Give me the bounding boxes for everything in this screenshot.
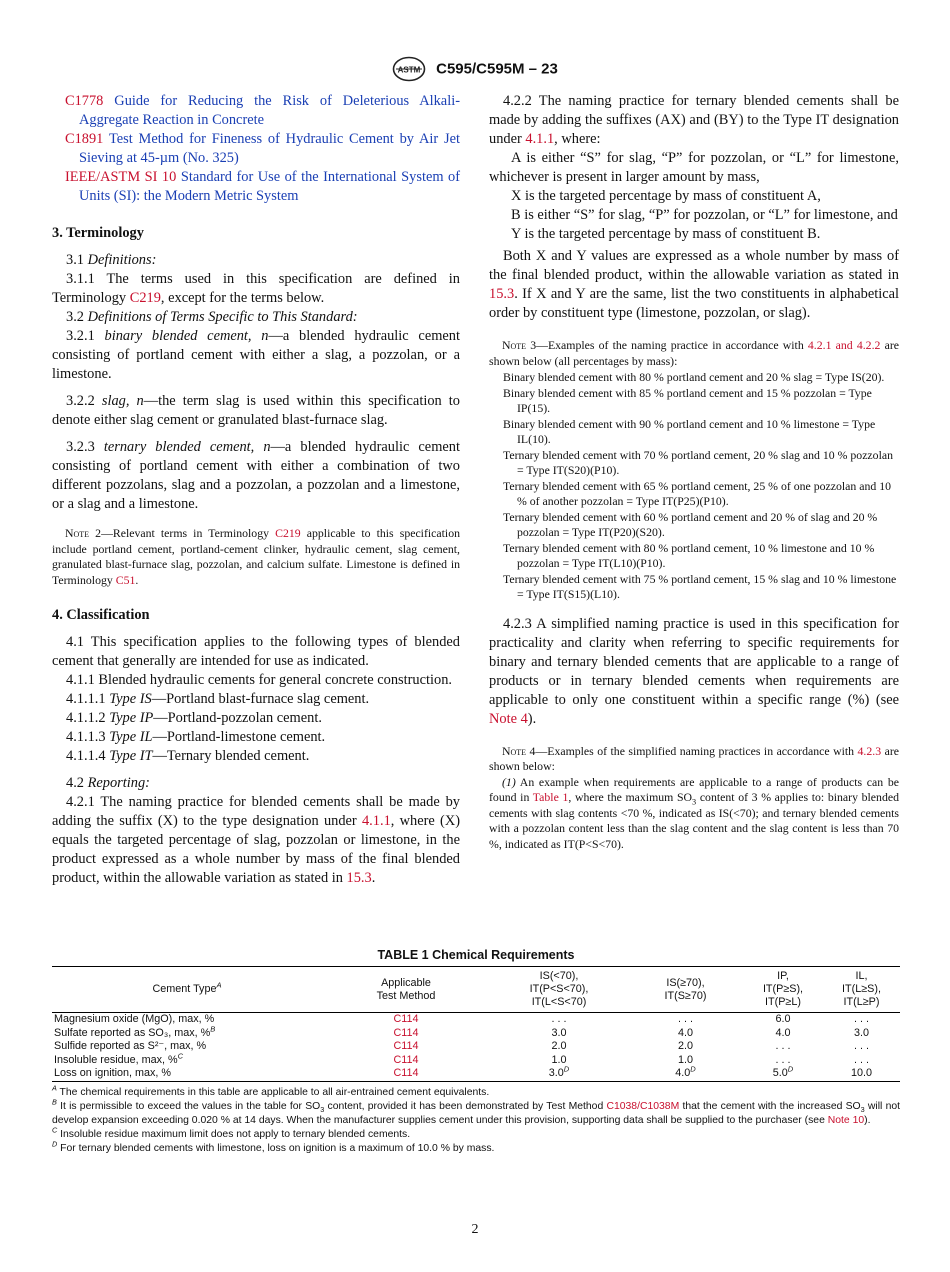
- para-4-2-2: 4.2.2 The naming practice for ternary blended cements shall be made by adding the suffixes (AX) and (BY) to the Type IT designation under 4.1.1, where:: [489, 93, 899, 147]
- definition-b: B is either “S” for slag, “P” for pozzolan, or “L” for limestone, and: [511, 207, 898, 223]
- para-4-1-1: 4.1.1 Blended hydraulic cements for general concrete construction.: [66, 672, 453, 688]
- para-3-2: 3.2 Definitions of Terms Specific to This Standard:: [66, 309, 358, 325]
- section-heading-terminology: 3. Terminology: [52, 225, 144, 241]
- table-row: [52, 1054, 900, 1068]
- cell-value: 3.0: [853, 1026, 869, 1039]
- col-header-test-method: Applicable Test Method: [322, 967, 490, 1013]
- type-item: 4.1.1.3 Type IL—Portland-limestone cement.: [66, 729, 326, 745]
- link-c114[interactable]: C114: [393, 1067, 419, 1079]
- col-header-cement-type: Cement Type$^A$: [52, 967, 322, 1013]
- para-4-2-1: 4.2.1 The naming practice for blended cements shall be made by adding the suffix (X) to the type designation under 4.1.1, where (X) equals the targeted percentage of slag, pozzolan or limestone, in the product expressed as a whole number by mass of the final blended product, within the allowable variation as stated in 15.3.: [52, 794, 460, 886]
- cell-value: 1.0: [551, 1053, 567, 1066]
- footnote-b: $^B$ It is permissible to exceed the values in the table for $SO_3$ content, provided it has been demonstrated by Test Method C1038/C1038M that the cement with the increased $SO_3$ will not develop expansion exceeding 0.020 % at 14 days. When the manufacturer supplies cement under this provision, supporting data shall be supplied to the purchaser (see Note 10).: [52, 1097, 901, 1126]
- table-caption: TABLE 1 Chemical Requirements: [377, 948, 575, 962]
- cell-value: 3.0: [551, 1026, 567, 1039]
- para-3-2-2: 3.2.2 slag, n—the term slag is used within this specification to denote either slag cement or granulated blast-furnace slag.: [52, 393, 460, 428]
- cell-value: . . .: [854, 1013, 869, 1025]
- table-row: [52, 1067, 900, 1081]
- ref-title: Test Method for Fineness of Hydraulic Cement by Air Jet Sieving at 45-µm (No. 325): [79, 131, 460, 166]
- note-2: Note 2—Relevant terms in Terminology C219 applicable to this specification include portland cement, portland-cement clinker, hydraulic cement, slag cement, granulated blast-furnace slag, pozzolan, and calcium sulfate. Limestone is defined in Terminology C51.: [52, 526, 460, 587]
- example-item: Ternary blended cement with 75 % portland cement, 15 % slag and 10 % limestone = Type IT(S15)(L10).: [503, 571, 897, 601]
- col-header-il: IL, IT(L≥S), IT(L≥P): [823, 967, 900, 1013]
- note-4-item-1: (1) An example when requirements are applicable to a range of products can be found in Table 1, where the maximum $SO_3$ content of 3 % applies to: binary blended cements with slag contents <70 %, indicated as IS(<70); and ternary blended cements with a pozzolan content less than the slag content and the slag content is less than 70 %, indicated as IT(P<S<70).: [489, 774, 899, 851]
- note-3: Note 3—Examples of the naming practice in accordance with 4.2.1 and 4.2.2 are shown below (all percentages by mass):: [489, 338, 899, 368]
- definition-a: A is either “S” for slag, “P” for pozzolan, or “L” for limestone, whichever is present in larger amount by mass,: [489, 150, 899, 185]
- link-c51[interactable]: C51: [115, 572, 136, 587]
- example-item: Ternary blended cement with 80 % portland cement, 10 % limestone and 10 % pozzolan = Type IT(L10)(P10).: [503, 540, 875, 570]
- link-4-1-1[interactable]: 4.1.1: [525, 131, 555, 147]
- link-c1038[interactable]: C1038/C1038M: [606, 1100, 680, 1112]
- cell-value: . . .: [775, 1040, 791, 1052]
- cell-value: . . .: [551, 1013, 567, 1025]
- example-item: Binary blended cement with 85 % portland cement and 15 % pozzolan = Type IP(15).: [503, 385, 872, 415]
- link-c219[interactable]: C219: [275, 526, 301, 540]
- example-item: Binary blended cement with 80 % portland cement and 20 % slag = Type IS(20).: [503, 370, 885, 384]
- row-label: Sulfate reported as SO₃, max, %$^B$: [54, 1023, 216, 1039]
- note-4: Note 4—Examples of the simplified naming practices in accordance with 4.2.3 are shown below:: [489, 743, 899, 773]
- cell-value: . . .: [854, 1053, 869, 1066]
- type-item: 4.1.1.2 Type IP—Portland-pozzolan cement.: [66, 710, 322, 726]
- link-c114[interactable]: C114: [393, 1040, 419, 1052]
- right-column: [489, 92, 899, 852]
- standard-designation: C595/C595M – 23: [436, 60, 558, 78]
- section-heading-classification: 4. Classification: [52, 607, 150, 623]
- page-number: 2: [471, 1222, 479, 1237]
- example-item: Binary blended cement with 90 % portland cement and 10 % limestone = Type IL(10).: [503, 416, 876, 446]
- footnote-d: $^D$ For ternary blended cements with limestone, loss on ignition is a maximum of 10.0 % by mass.: [52, 1139, 495, 1154]
- link-4-1-1[interactable]: 4.1.1: [361, 813, 391, 829]
- cell-value: . . .: [678, 1013, 693, 1025]
- row-label: Sulfide reported as S²⁻, max, %: [54, 1040, 207, 1052]
- link-c219[interactable]: C219: [129, 290, 161, 306]
- left-column: [52, 92, 460, 888]
- ref-title: Guide for Reducing the Risk of Deleterious Alkali-Aggregate Reaction in Concrete: [79, 93, 460, 128]
- link-note-4[interactable]: Note 4: [489, 710, 528, 727]
- ref-code-link[interactable]: C1891: [65, 131, 104, 147]
- cell-value: $3.0^D$: [490, 1067, 628, 1081]
- referenced-documents: [52, 92, 460, 206]
- ref-item: [52, 130, 460, 168]
- row-label: Magnesium oxide (MgO), max, %: [54, 1013, 215, 1025]
- row-label: Insoluble residue, max, %$^C$: [54, 1050, 184, 1066]
- link-c114[interactable]: C114: [393, 1013, 419, 1025]
- ref-code-link[interactable]: C1778: [65, 93, 104, 109]
- cell-value: 2.0: [677, 1040, 693, 1052]
- naming-examples: [489, 370, 899, 603]
- para-3-2-1: 3.2.1 binary blended cement, n—a blended hydraulic cement consisting of portland cement with either a slag, a pozzolan, or a limestone.: [52, 328, 460, 382]
- cell-value: 2.0: [551, 1040, 567, 1052]
- table-footnotes: [52, 1083, 901, 1156]
- link-4-2-1-and-4-2-2[interactable]: 4.2.1 and 4.2.2: [807, 338, 881, 352]
- para-3-1-1: 3.1.1 The terms used in this specification are defined in Terminology C219, except for the terms below.: [52, 271, 460, 306]
- cell-value: . . .: [854, 1040, 869, 1052]
- astm-logo-icon: [392, 56, 426, 82]
- type-item: 4.1.1.4 Type IT—Ternary blended cement.: [66, 748, 310, 764]
- link-15-3[interactable]: 15.3: [346, 870, 372, 886]
- row-label: Loss on ignition, max, %: [52, 1067, 322, 1081]
- cell-value: 4.0: [677, 1026, 693, 1039]
- ref-item: [52, 168, 460, 206]
- col-header-is-ge70: IS(≥70), IT(S≥70): [628, 967, 743, 1013]
- cell-value: 4.0: [775, 1026, 791, 1039]
- para-3-2-3: 3.2.3 ternary blended cement, n—a blended hydraulic cement consisting of portland cement with either a combination of two different pozzolans, slag and a pozzolan, a pozzolan and a limestone, or a slag and a limestone.: [52, 439, 460, 512]
- para-4-2-3: 4.2.3 A simplified naming practice is used in this specification for practicality and clarity when referring to specific requirements for binary and ternary blended cements that are applicable to a range of products or in ternary blended cements when requirements are applicable to only one constituent within a specific range (%) (see Note 4).: [489, 615, 899, 727]
- link-table-1[interactable]: Table 1: [532, 790, 569, 804]
- link-15-3[interactable]: 15.3: [489, 286, 515, 302]
- type-item: 4.1.1.1 Type IS—Portland blast-furnace slag cement.: [66, 691, 370, 707]
- link-c114[interactable]: C114: [393, 1026, 419, 1039]
- footnote-c: $^C$ Insoluble residue maximum limit does not apply to ternary blended cements.: [52, 1125, 411, 1140]
- ref-item: [52, 92, 460, 130]
- definition-x: X is the targeted percentage by mass of constituent A,: [511, 188, 821, 204]
- ref-title: Standard for Use of the International System of Units (SI): the Modern Metric System: [79, 169, 460, 204]
- link-note-10[interactable]: Note 10: [827, 1114, 865, 1126]
- requirements-table: [52, 966, 900, 1082]
- para-4-2: 4.2 Reporting:: [66, 775, 150, 791]
- cell-value: 6.0: [775, 1013, 791, 1025]
- ref-code-link[interactable]: IEEE/ASTM SI 10: [65, 169, 177, 185]
- definition-y: Y is the targeted percentage by mass of constituent B.: [511, 226, 821, 242]
- table-chemical-requirements: [52, 948, 900, 1156]
- cell-value: . . .: [775, 1053, 791, 1066]
- cell-value: 10.0: [823, 1067, 900, 1081]
- col-header-ip: IP, IT(P≥S), IT(P≥L): [743, 967, 823, 1013]
- page-header: [0, 56, 950, 82]
- example-item: Ternary blended cement with 70 % portland cement, 20 % slag and 10 % pozzolan = Type IT(S20)(P10).: [503, 447, 893, 477]
- col-header-is-lt70: IS(<70), IT(P<S<70), IT(L<S<70): [490, 967, 628, 1013]
- cell-value: $5.0^D$: [743, 1067, 823, 1081]
- table-row: [52, 1013, 900, 1027]
- para-x-y-values: Both X and Y values are expressed as a whole number by mass of the final blended product, within the allowable variation as stated in 15.3. If X and Y are the same, list the two constituents in alphabetical order by constituent type (limestone, pozzolan, or slag).: [489, 248, 899, 321]
- table-header-row: [52, 967, 900, 1013]
- footnote-a: $^A$ The chemical requirements in this table are applicable to all air-entrained cement equivalents.: [52, 1083, 490, 1098]
- logo-lettering: ASTM: [397, 65, 421, 75]
- cell-value: $4.0^D$: [628, 1067, 743, 1081]
- example-item: Ternary blended cement with 60 % portland cement and 20 % of slag and 20 % pozzolan = Type IT(P20)(S20).: [503, 509, 878, 539]
- para-3-1: 3.1 Definitions:: [66, 252, 157, 268]
- cell-value: 1.0: [677, 1053, 693, 1066]
- link-4-2-3[interactable]: 4.2.3: [857, 743, 882, 758]
- table-row: [52, 1027, 900, 1041]
- link-c114[interactable]: C114: [393, 1053, 419, 1066]
- example-item: Ternary blended cement with 65 % portland cement, 25 % of one pozzolan and 10 % of another pozzolan = Type IT(P25)(P10).: [503, 478, 892, 508]
- para-4-1: 4.1 This specification applies to the following types of blended cement that generally are intended for use as indicated.: [52, 634, 460, 669]
